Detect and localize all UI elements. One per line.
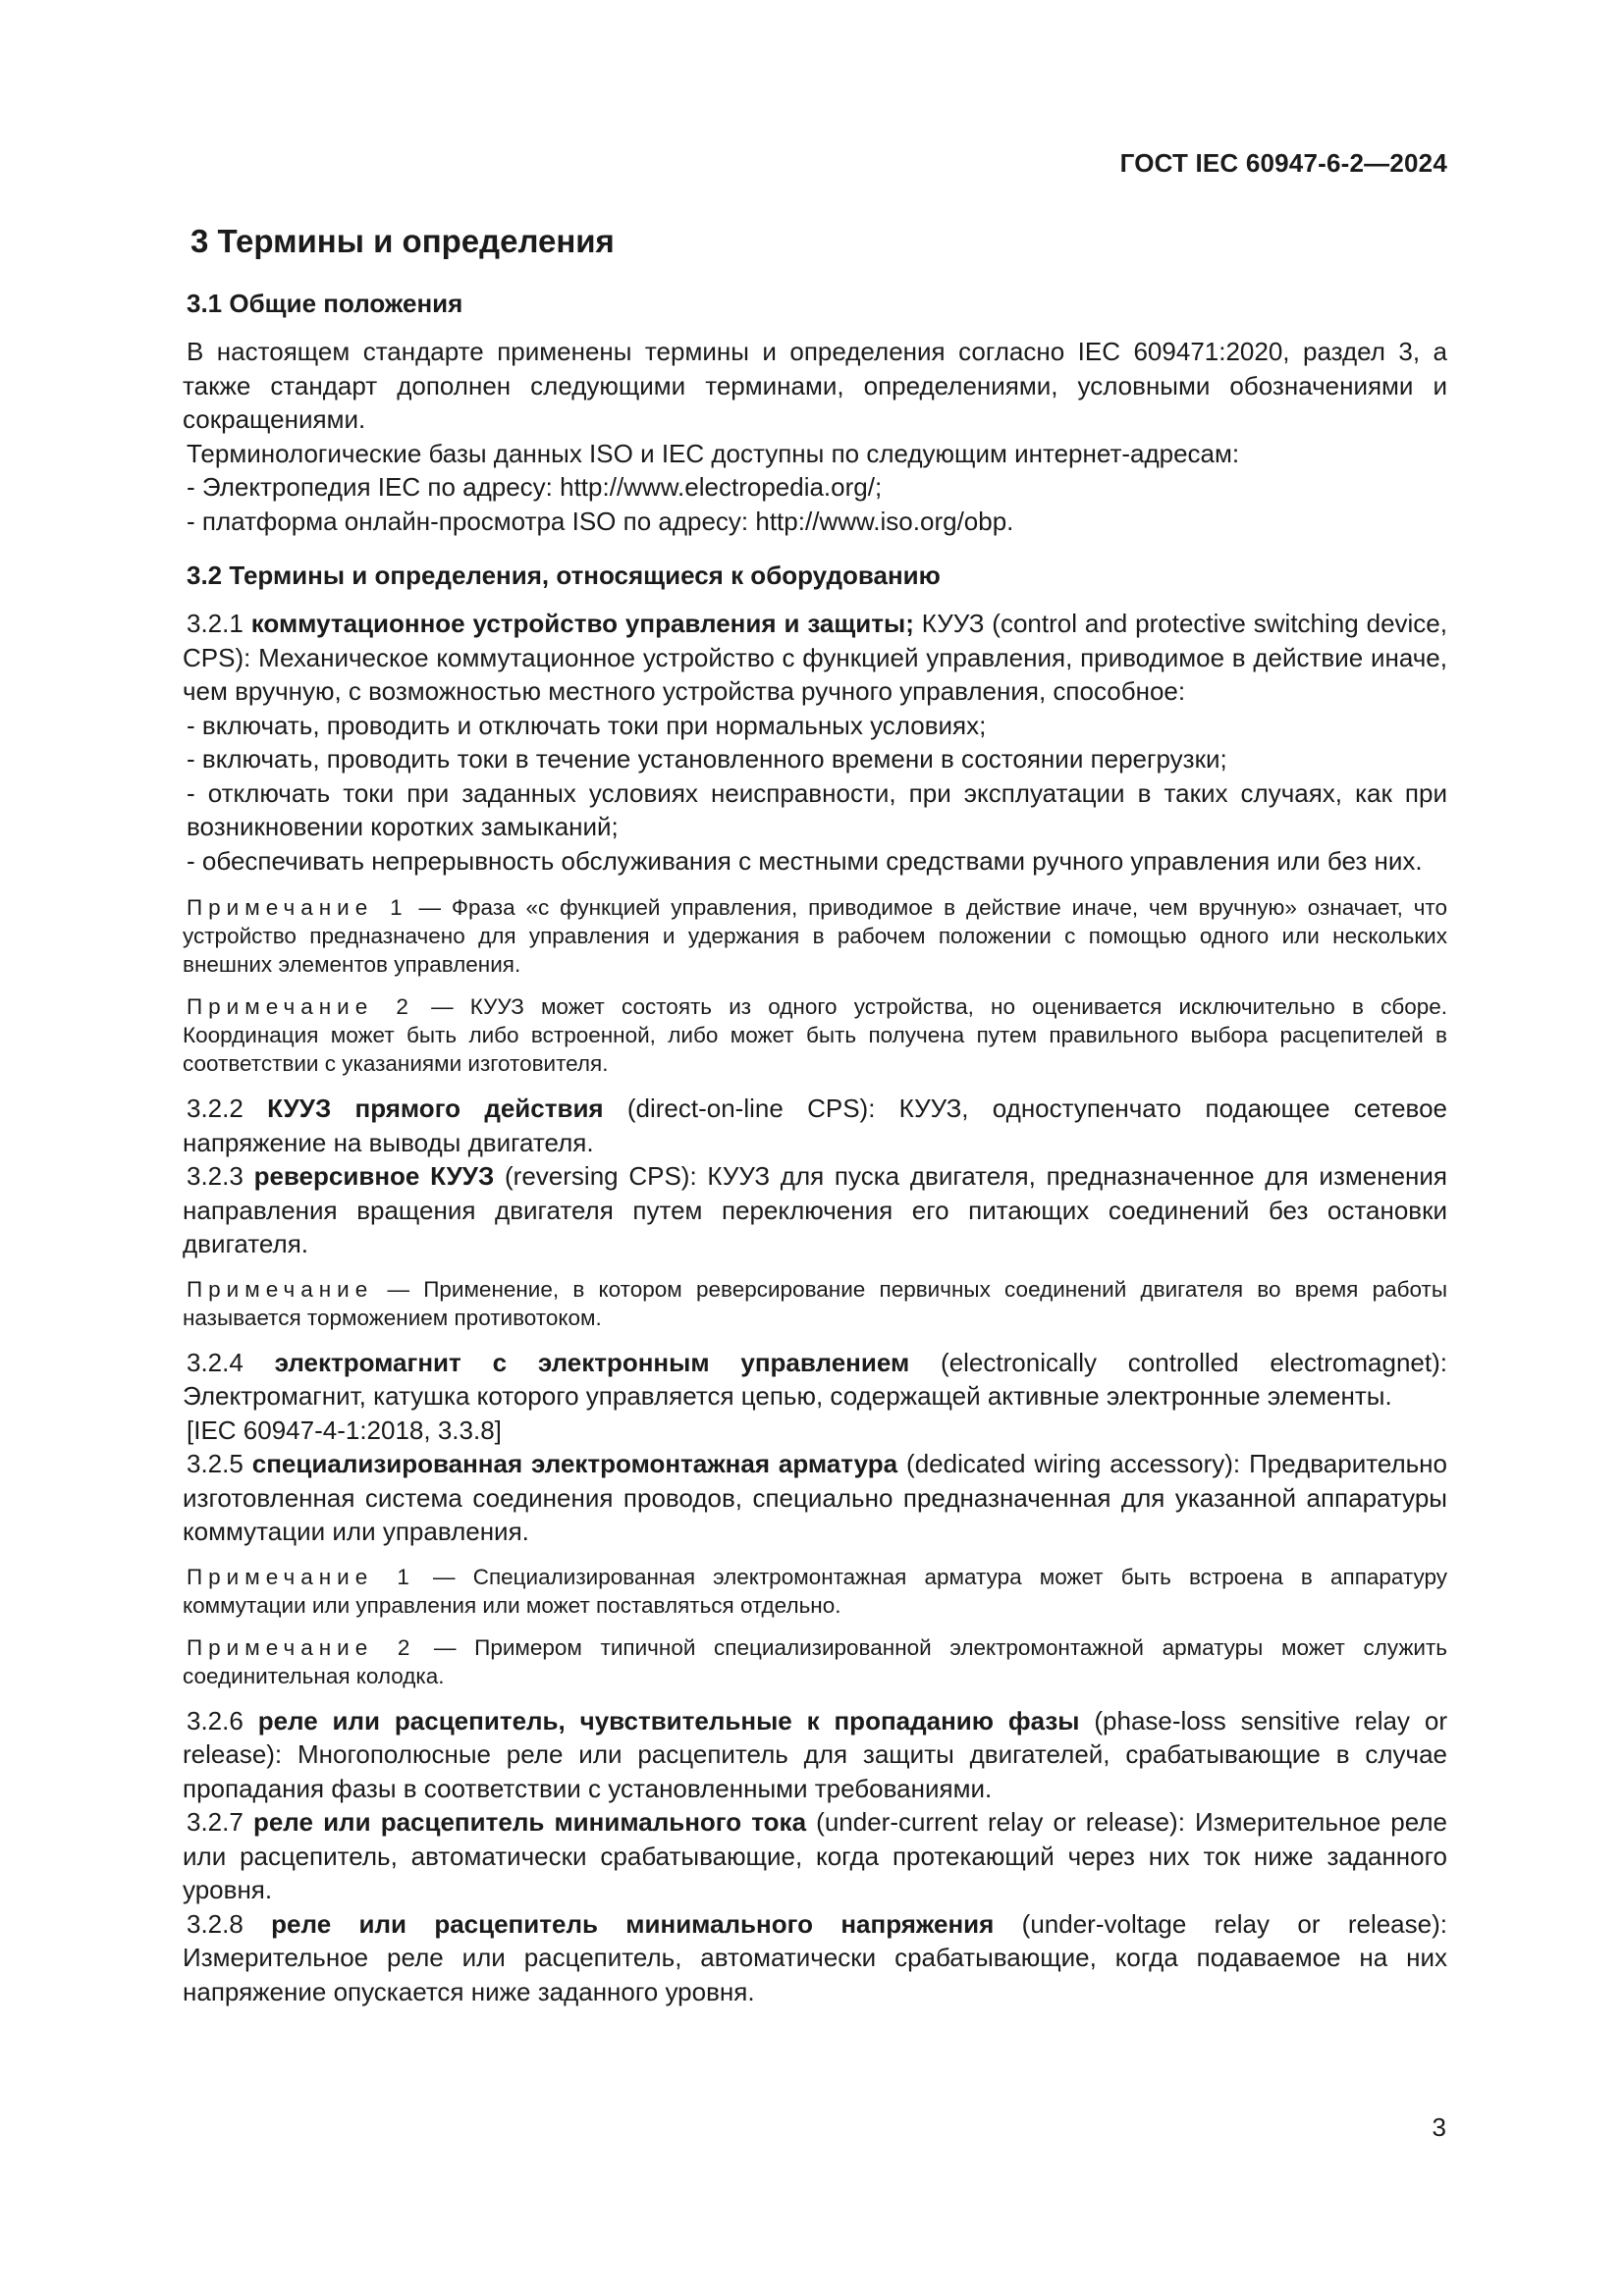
- term-entry-3-2-1: [183, 607, 1447, 709]
- page-number: 3: [1432, 2112, 1446, 2142]
- note: [183, 1275, 1447, 1332]
- term-name: реле или расцепитель минимального напряжения: [271, 1908, 995, 1939]
- note: [183, 893, 1447, 979]
- term-number: 3.2.5: [187, 1449, 252, 1478]
- note: [183, 1563, 1447, 1620]
- term-number: 3.2.1: [187, 609, 251, 638]
- paragraph-text: В настоящем стандарте применены термины и определения согласно IEC 609471:2020, раздел 3, а также стандарт дополнен следующими терминами, определениями, условными обозначениями и сокращениями.: [183, 337, 1447, 434]
- term-entry-3-2-3: [183, 1159, 1447, 1261]
- term-definition: КУУЗ (control and protective switching device, CPS): Механическое коммутационное устройство с функцией управления, приводимое в действие иначе, чем вручную, с возможностью местного устройства ручного управления, способное:: [183, 609, 1447, 706]
- document-id: ГОСТ IEC 60947-6-2—2024: [1119, 148, 1447, 178]
- term-definition: (direct-on-line CPS): КУУЗ, одноступенчато подающее сетевое напряжение на выводы двигателя.: [183, 1094, 1447, 1157]
- note: [183, 1633, 1447, 1690]
- content: [183, 222, 1447, 2008]
- paragraph: [183, 335, 1447, 437]
- term-definition: (under-current relay or release): Измерительное реле или расцепитель, автоматически срабатывающие, когда протекающий через них ток ниже заданного уровня.: [183, 1807, 1447, 1904]
- term-definition: (reversing CPS): КУУЗ для пуска двигателя, предназначенное для изменения направления вращения двигателя путем переключения его питающих соединений без остановки двигателя.: [183, 1161, 1447, 1258]
- list-item: - обеспечивать непрерывность обслуживания с местными средствами ручного управления или без них.: [187, 845, 1423, 876]
- note-label: Примечание: [187, 1276, 374, 1302]
- note-text: — КУУЗ может состоять из одного устройства, но оценивается исключительно в сборе. Координация может быть либо встроенной, либо может быть получена путем правильного выбора расцепителей в соответствии с указаниями изготовителя.: [183, 994, 1447, 1076]
- list-item: - Электропедия IEC по адресу: http://www.electropedia.org/;: [187, 472, 883, 502]
- note: [183, 992, 1447, 1078]
- term-number: 3.2.7: [187, 1807, 253, 1837]
- term-entry-3-2-4: [183, 1346, 1447, 1414]
- term-entry-3-2-7: [183, 1805, 1447, 1907]
- list-item: - включать, проводить токи в течение установленного времени в состоянии перегрузки;: [187, 744, 1227, 774]
- note-label: Примечание 1: [187, 895, 408, 920]
- list-item: - платформа онлайн-просмотра ISO по адресу: http://www.iso.org/obp.: [187, 506, 1014, 536]
- term-entry-3-2-8: [183, 1907, 1447, 2009]
- note-text: — Примером типичной специализированной электромонтажной арматуры может служить соединительная колодка.: [183, 1634, 1447, 1688]
- list-item: - отключать токи при заданных условиях неисправности, при эксплуатации в таких случаях, как при возникновении коротких замыканий;: [187, 777, 1447, 841]
- note-label: Примечание 2: [187, 994, 414, 1019]
- term-name: реле или расцепитель минимального тока: [252, 1807, 807, 1837]
- section-title: 3 Термины и определения: [190, 223, 615, 259]
- term-name: специализированная электромонтажная арматура: [251, 1449, 898, 1478]
- term-name: реле или расцепитель, чувствительные к пропаданию фазы: [257, 1705, 1080, 1735]
- term-number: 3.2.6: [187, 1705, 258, 1735]
- term-definition: (phase-loss sensitive relay or release): Многополюсные реле или расцепитель для защиты двигателей, срабатывающие в случае пропадания фазы в соответствии с установленными требованиями.: [183, 1705, 1447, 1803]
- term-name: КУУЗ прямого действия: [267, 1094, 604, 1123]
- term-definition: (under-voltage relay or release): Измерительное реле или расцепитель, автоматически срабатывающие, когда подаваемое на них напряжение опускается ниже заданного уровня.: [183, 1908, 1447, 2006]
- note-label: Примечание 2: [187, 1634, 416, 1660]
- term-entry-3-2-6: [183, 1704, 1447, 1806]
- list-item: - включать, проводить и отключать токи при нормальных условиях;: [187, 710, 987, 740]
- paragraph: Терминологические базы данных ISO и IEC доступны по следующим интернет-адресам:: [187, 438, 1240, 468]
- note-label: Примечание 1: [187, 1564, 415, 1589]
- term-entry-3-2-2: [183, 1092, 1447, 1159]
- term-number: 3.2.2: [187, 1094, 268, 1123]
- term-number: 3.2.3: [187, 1161, 254, 1191]
- reference: [IEC 60947-4-1:2018, 3.3.8]: [187, 1415, 502, 1445]
- term-name: коммутационное устройство управления и защиты;: [250, 609, 914, 638]
- term-number: 3.2.4: [187, 1347, 275, 1377]
- term-definition: (electronically controlled electromagnet): Электромагнит, катушка которого управляется цепью, содержащей активные электронные элементы.: [183, 1347, 1447, 1411]
- note-text: — Фраза «с функцией управления, приводимое в действие иначе, чем вручную» означает, что устройство предназначено для управления и удержания в рабочем положении с помощью одного или нескольких внешних элементов управления.: [183, 895, 1447, 977]
- term-number: 3.2.8: [187, 1908, 272, 1939]
- subsection-title-3-1: 3.1 Общие положения: [187, 289, 463, 318]
- term-name: электромагнит с электронным управлением: [274, 1347, 910, 1377]
- note-text: — Специализированная электромонтажная арматура может быть встроена в аппаратуру коммутации или управления или может поставляться отдельно.: [183, 1564, 1448, 1618]
- subsection-title-3-2: 3.2 Термины и определения, относящиеся к оборудованию: [187, 561, 941, 590]
- term-name: реверсивное КУУЗ: [253, 1161, 495, 1191]
- term-definition: (dedicated wiring accessory): Предварительно изготовленная система соединения проводов, специально предназначенная для указанной аппаратуры коммутации или управления.: [183, 1449, 1447, 1546]
- term-entry-3-2-5: [183, 1447, 1447, 1549]
- note-text: — Применение, в котором реверсирование первичных соединений двигателя во время работы называется торможением противотоком.: [183, 1276, 1447, 1330]
